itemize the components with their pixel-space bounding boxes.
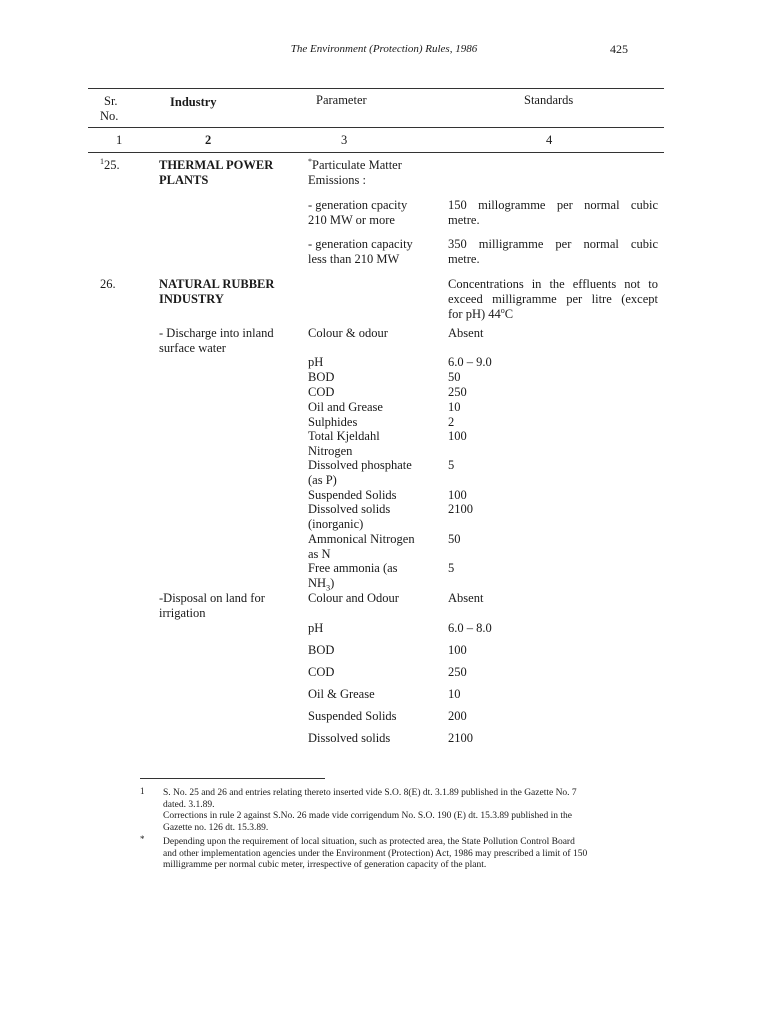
param-oil-grease: Oil and Grease: [308, 400, 383, 414]
header-industry: Industry: [170, 95, 217, 109]
param-irr-suspended-solids: Suspended Solids: [308, 709, 397, 723]
param-suspended-solids: Suspended Solids: [308, 488, 397, 502]
table-top-rule: [88, 88, 664, 89]
header-parameter: Parameter: [316, 93, 367, 107]
sr-number-25: $^1$25.: [100, 156, 120, 172]
industry-thermal-power: THERMAL POWER PLANTS: [159, 158, 274, 187]
header-standards: Standards: [524, 93, 574, 107]
std-irr-oil-grease: 10: [448, 687, 461, 701]
std-irr-colour-odour: Absent: [448, 591, 484, 605]
column-number-4: 4: [546, 133, 553, 147]
param-dissolved-solids-inorganic: Dissolved solids (inorganic): [308, 502, 391, 531]
param-cod: COD: [308, 385, 335, 399]
param-irr-oil-grease: Oil & Grease: [308, 687, 375, 701]
param-colour-odour: Colour & odour: [308, 326, 388, 340]
running-title: The Environment (Protection) Rules, 1986: [290, 43, 478, 55]
std-oil-grease: 10: [448, 400, 461, 414]
std-sulphides: 2: [448, 415, 455, 429]
std-irr-dissolved-solids: 2100: [448, 731, 473, 745]
param-irr-cod: COD: [308, 665, 335, 679]
std-350-mg: 350 milligramme per normal cubic metre.: [448, 237, 658, 266]
param-dissolved-phosphate: Dissolved phosphate (as P): [308, 458, 412, 487]
std-dissolved-solids-inorganic: 2100: [448, 502, 473, 516]
std-ph: 6.0 – 9.0: [448, 355, 492, 369]
param-total-kjeldahl-nitrogen: Total Kjeldahl Nitrogen: [308, 429, 380, 458]
param-irr-bod: BOD: [308, 643, 335, 657]
column-number-3: 3: [341, 133, 348, 147]
std-irr-bod: 100: [448, 643, 467, 657]
std-free-ammonia: 5: [448, 561, 455, 575]
header-bottom-rule: [88, 127, 664, 128]
column-number-2: 2: [205, 133, 212, 147]
page-number: 425: [610, 42, 628, 56]
std-dissolved-phosphate: 5: [448, 458, 455, 472]
footnote-mark-1: 1: [140, 786, 145, 796]
std-cod: 250: [448, 385, 467, 399]
param-generation-less-210: - generation capacity less than 210 MW: [308, 237, 413, 266]
param-irr-dissolved-solids: Dissolved solids: [308, 731, 391, 745]
std-ammonical-nitrogen: 50: [448, 532, 461, 546]
footnote-2: Depending upon the requirement of local situation, such as protected area, the State Pollution Control Board and other implementation agencies under the Environment (Protection) Act, 1986 may prescribed a limit of 150 milligramme per normal cubic meter, irrespective of generation capacity of the plant.: [163, 837, 588, 870]
footnote-mark-star: *: [140, 834, 145, 844]
param-free-ammonia: Free ammonia (as $NH_3$): [308, 561, 398, 593]
param-ph: pH: [308, 355, 324, 369]
std-irr-cod: 250: [448, 665, 467, 679]
std-total-kjeldahl-nitrogen: 100: [448, 429, 467, 443]
param-particulate-matter: *Particulate Matter Emissions :: [308, 156, 402, 187]
label-inland-surface-water: - Discharge into inland surface water: [159, 326, 274, 355]
param-generation-210-or-more: - generation cpacity 210 MW or more: [308, 198, 408, 227]
param-irr-colour-odour: Colour and Odour: [308, 591, 399, 605]
footnote-1: S. No. 25 and 26 and entries relating thereto inserted vide S.O. 8(E) dt. 3.1.89 published in the Gazette No. 7 dated. 3.1.89. Corrections in rule 2 against S.No. 26 made vide corrigendum No. S.O. 190 (E) dt. 15.3.89 published in the Gazette no. 126 dt. 15.3.89.: [163, 788, 577, 833]
column-numbers-rule: [88, 152, 664, 153]
param-sulphides: Sulphides: [308, 415, 358, 429]
param-bod: BOD: [308, 370, 335, 384]
effluent-concentration-note: Concentrations in the effluents not to exceed milligramme per litre (except for pH) 44$^o$C: [448, 277, 658, 321]
footnote-separator: [140, 778, 325, 779]
std-150-mg: 150 millogramme per normal cubic metre.: [448, 198, 658, 227]
industry-natural-rubber: NATURAL RUBBER INDUSTRY: [159, 277, 275, 306]
param-ammonical-nitrogen: Ammonical Nitrogen as N: [308, 532, 415, 561]
std-bod: 50: [448, 370, 461, 384]
header-sr-no: Sr. No.: [100, 94, 119, 123]
std-irr-ph: 6.0 – 8.0: [448, 621, 492, 635]
std-colour-odour: Absent: [448, 326, 484, 340]
sr-number-26: 26.: [100, 277, 116, 291]
column-number-1: 1: [116, 133, 123, 147]
std-suspended-solids: 100: [448, 488, 467, 502]
param-irr-ph: pH: [308, 621, 324, 635]
std-irr-suspended-solids: 200: [448, 709, 467, 723]
label-land-irrigation: -Disposal on land for irrigation: [159, 591, 265, 620]
